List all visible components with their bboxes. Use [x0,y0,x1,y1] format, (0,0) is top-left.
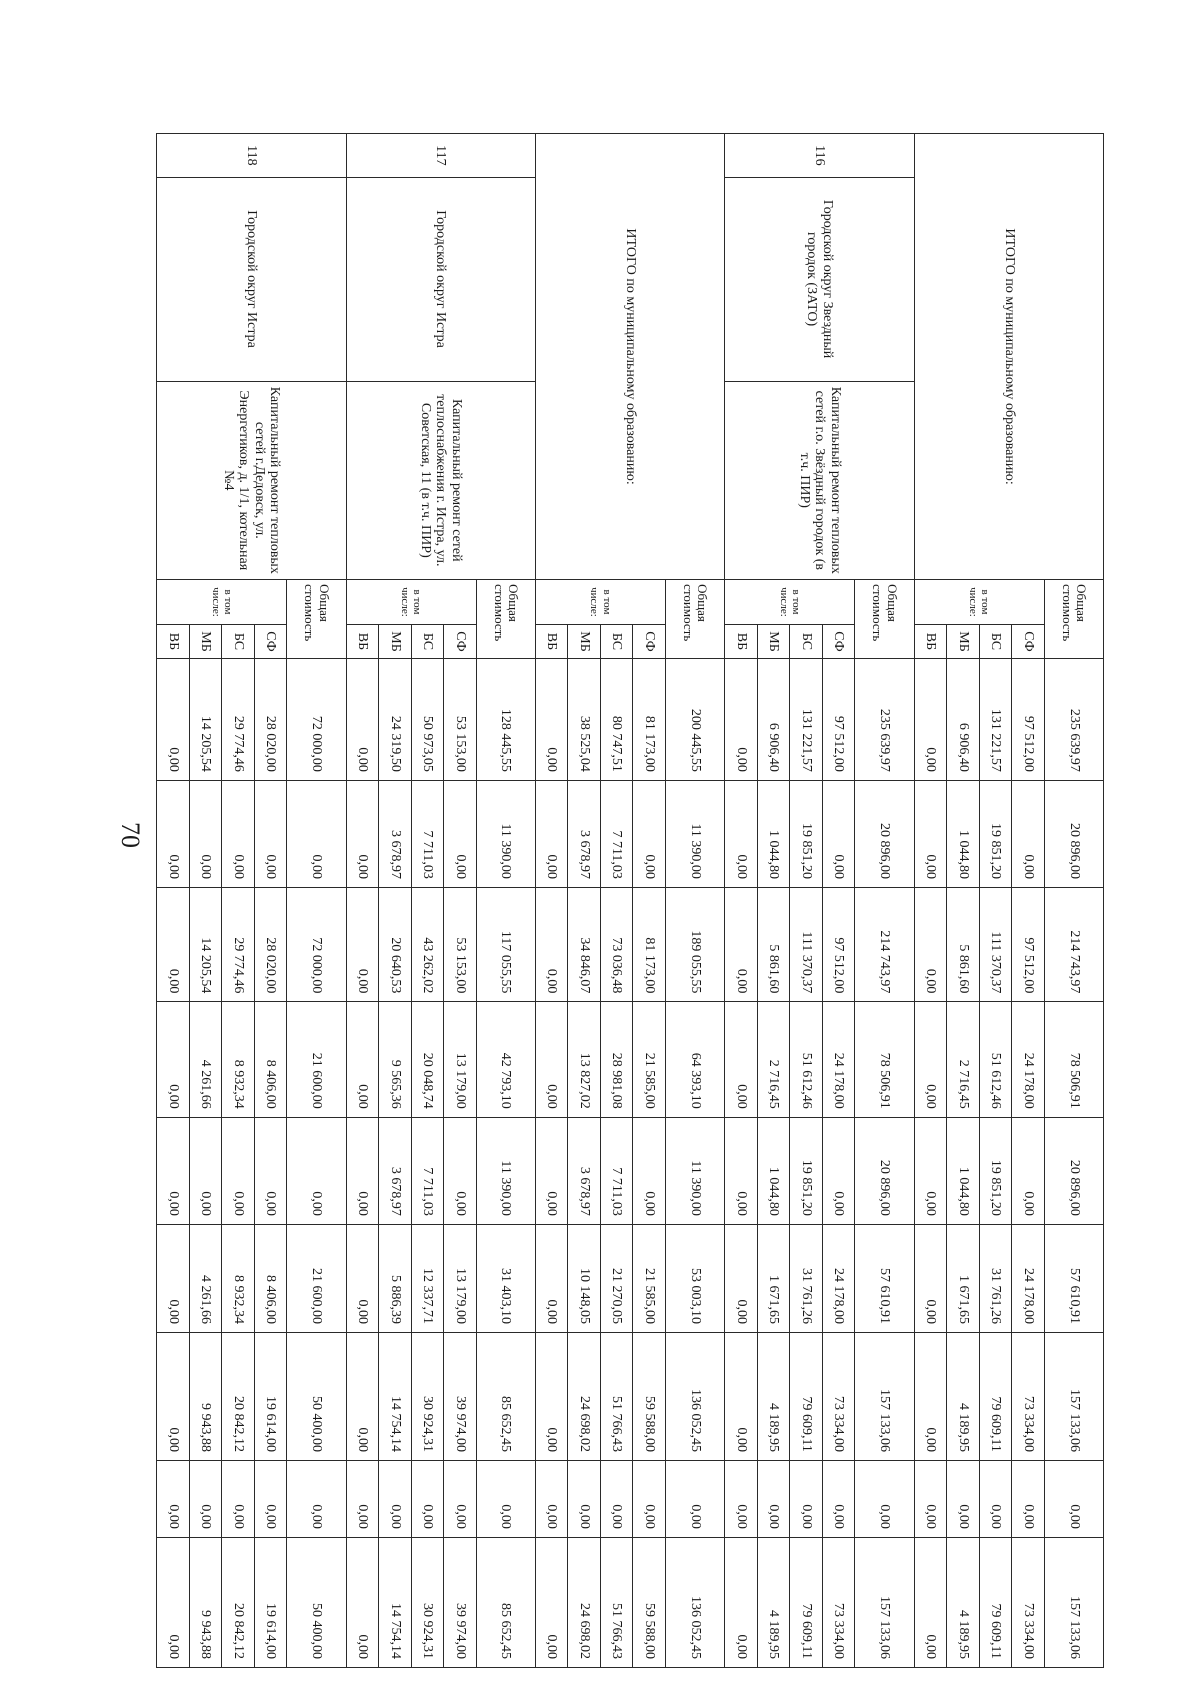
amount-cell: 0,00 [157,887,190,1001]
table-row [476,134,535,1668]
amount-cell: 1 044,80 [947,1117,980,1224]
row-index: 116 [725,134,914,178]
amount-cell: 39 974,00 [444,1537,477,1667]
amount-cell: 20 048,74 [411,1002,444,1117]
amount-cell: 0,00 [189,1117,222,1224]
amount-cell: 85 652,45 [476,1333,535,1461]
table-row [287,134,346,1668]
funding-source-code: БС [222,624,255,658]
amount-cell: 0,00 [822,1460,855,1537]
amount-cell: 24 178,00 [1012,1224,1045,1332]
amount-cell: 0,00 [535,887,568,1001]
funding-source-code: МБ [568,624,601,658]
amount-cell: 20 896,00 [1044,1117,1103,1224]
amount-cell: 19 851,20 [790,1117,823,1224]
funding-source-code: МБ [189,624,222,658]
amount-cell: 0,00 [790,1460,823,1537]
amount-cell: 0,00 [379,1460,412,1537]
amount-cell: 53 153,00 [444,887,477,1001]
amount-cell: 4 261,66 [189,1224,222,1332]
including-label: в том числе: [535,580,665,625]
amount-cell: 73 334,00 [822,1333,855,1461]
amount-cell: 24 178,00 [822,1224,855,1332]
amount-cell: 0,00 [535,1460,568,1537]
amount-cell: 24 178,00 [1012,1002,1045,1117]
amount-cell: 50 400,00 [287,1333,346,1461]
amount-cell: 0,00 [725,780,758,887]
amount-cell: 79 609,11 [790,1537,823,1667]
amount-cell: 8 932,34 [222,1002,255,1117]
amount-cell: 6 906,40 [757,659,790,781]
amount-cell: 0,00 [444,780,477,887]
funding-source-code: ВБ [535,624,568,658]
amount-cell: 31 403,10 [476,1224,535,1332]
amount-cell: 20 896,00 [855,1117,914,1224]
amount-cell: 80 747,51 [600,659,633,781]
amount-cell: 5 886,39 [379,1224,412,1332]
amount-cell: 8 932,34 [222,1224,255,1332]
amount-cell: 7 711,03 [411,1117,444,1224]
amount-cell: 43 262,02 [411,887,444,1001]
amount-cell: 79 609,11 [790,1333,823,1461]
amount-cell: 0,00 [222,1117,255,1224]
amount-cell: 38 525,04 [568,659,601,781]
amount-cell: 53 003,10 [665,1224,724,1332]
amount-cell: 9 943,88 [189,1333,222,1461]
amount-cell: 29 774,46 [222,659,255,781]
amount-cell: 1 044,80 [757,1117,790,1224]
amount-cell: 20 896,00 [1044,780,1103,887]
amount-cell: 4 189,95 [757,1537,790,1667]
amount-cell: 0,00 [725,1117,758,1224]
amount-cell: 4 261,66 [189,1002,222,1117]
amount-cell: 78 506,91 [1044,1002,1103,1117]
amount-cell: 0,00 [947,1460,980,1537]
amount-cell: 0,00 [914,659,947,781]
amount-cell: 73 334,00 [1012,1537,1045,1667]
municipality-total-label: ИТОГО по муниципальному образованию: [535,134,724,580]
amount-cell: 21 585,00 [633,1224,666,1332]
funding-source-code: БС [411,624,444,658]
amount-cell: 28 020,00 [254,887,287,1001]
total-cost-label: Общая стоимость [665,580,724,659]
amount-cell: 13 179,00 [444,1224,477,1332]
funding-source-code: ВБ [725,624,758,658]
amount-cell: 214 743,97 [1044,887,1103,1001]
amount-cell: 79 609,11 [979,1333,1012,1461]
amount-cell: 0,00 [346,659,379,781]
amount-cell: 81 173,00 [633,887,666,1001]
amount-cell: 78 506,91 [855,1002,914,1117]
amount-cell: 235 639,97 [1044,659,1103,781]
funding-source-code: СФ [633,624,666,658]
amount-cell: 57 610,91 [855,1224,914,1332]
amount-cell: 0,00 [1012,780,1045,887]
amount-cell: 0,00 [254,1117,287,1224]
amount-cell: 64 393,10 [665,1002,724,1117]
amount-cell: 0,00 [189,780,222,887]
amount-cell: 0,00 [535,1002,568,1117]
table-row [1044,134,1103,1668]
amount-cell: 0,00 [222,780,255,887]
amount-cell: 0,00 [914,1117,947,1224]
amount-cell: 157 133,06 [1044,1333,1103,1461]
amount-cell: 4 189,95 [757,1333,790,1461]
amount-cell: 0,00 [535,659,568,781]
amount-cell: 11 390,00 [665,1117,724,1224]
amount-cell: 1 671,65 [947,1224,980,1332]
amount-cell: 0,00 [444,1460,477,1537]
amount-cell: 0,00 [822,780,855,887]
amount-cell: 21 270,05 [600,1224,633,1332]
amount-cell: 0,00 [914,1333,947,1461]
object-name: Капитальный ремонт сетей теплоснабжения г. Истра, ул. Советская, 11 (в т.ч. ПИР) [346,381,535,580]
row-index: 117 [346,134,535,178]
amount-cell: 39 974,00 [444,1333,477,1461]
amount-cell: 21 600,00 [287,1224,346,1332]
amount-cell: 21 585,00 [633,1002,666,1117]
amount-cell: 9 565,36 [379,1002,412,1117]
financing-table [156,133,1104,1668]
including-label: в том числе: [157,580,287,625]
object-name: Капитальный ремонт тепловых сетей г.Дедовск, ул. Энергетиков, д. 1/1, котельная №4 [157,381,347,580]
including-label: в том числе: [725,580,855,625]
amount-cell: 0,00 [633,780,666,887]
amount-cell: 4 189,95 [947,1537,980,1667]
amount-cell: 0,00 [725,887,758,1001]
municipality-name: Городской округ Истра [346,177,535,381]
amount-cell: 24 319,50 [379,659,412,781]
amount-cell: 11 390,00 [665,780,724,887]
amount-cell: 72 000,00 [287,887,346,1001]
amount-cell: 0,00 [287,780,346,887]
amount-cell: 0,00 [1044,1460,1103,1537]
amount-cell: 13 827,02 [568,1002,601,1117]
amount-cell: 111 370,37 [979,887,1012,1001]
amount-cell: 157 133,06 [855,1537,914,1667]
total-cost-label: Общая стоимость [476,580,535,659]
amount-cell: 0,00 [725,1460,758,1537]
amount-cell: 20 842,12 [222,1537,255,1667]
amount-cell: 2 716,45 [757,1002,790,1117]
amount-cell: 20 842,12 [222,1333,255,1461]
amount-cell: 4 189,95 [947,1333,980,1461]
amount-cell: 42 793,10 [476,1002,535,1117]
amount-cell: 19 851,20 [979,780,1012,887]
amount-cell: 0,00 [287,1460,346,1537]
amount-cell: 11 390,00 [476,1117,535,1224]
amount-cell: 128 445,55 [476,659,535,781]
amount-cell: 20 640,53 [379,887,412,1001]
amount-cell: 0,00 [346,1224,379,1332]
municipality-name: Городской округ Истра [157,177,347,381]
amount-cell: 73 334,00 [822,1537,855,1667]
amount-cell: 0,00 [287,1117,346,1224]
amount-cell: 0,00 [1012,1460,1045,1537]
amount-cell: 31 761,26 [790,1224,823,1332]
funding-source-code: БС [600,624,633,658]
including-label: в том числе: [914,580,1044,625]
amount-cell: 19 614,00 [254,1537,287,1667]
amount-cell: 3 678,97 [379,1117,412,1224]
amount-cell: 51 612,46 [790,1002,823,1117]
amount-cell: 0,00 [444,1117,477,1224]
amount-cell: 0,00 [535,1117,568,1224]
amount-cell: 7 711,03 [600,1117,633,1224]
amount-cell: 0,00 [254,780,287,887]
amount-cell: 0,00 [189,1460,222,1537]
amount-cell: 0,00 [725,1537,758,1667]
amount-cell: 19 851,20 [979,1117,1012,1224]
amount-cell: 8 406,00 [254,1002,287,1117]
amount-cell: 0,00 [346,1117,379,1224]
amount-cell: 14 754,14 [379,1537,412,1667]
amount-cell: 97 512,00 [822,659,855,781]
amount-cell: 19 851,20 [790,780,823,887]
amount-cell: 0,00 [535,1224,568,1332]
funding-source-code: СФ [444,624,477,658]
amount-cell: 73 334,00 [1012,1333,1045,1461]
amount-cell: 7 711,03 [600,780,633,887]
funding-source-code: БС [790,624,823,658]
amount-cell: 0,00 [535,1537,568,1667]
amount-cell: 157 133,06 [855,1333,914,1461]
amount-cell: 200 445,55 [665,659,724,781]
amount-cell: 24 698,02 [568,1537,601,1667]
amount-cell: 3 678,97 [379,780,412,887]
amount-cell: 3 678,97 [568,1117,601,1224]
total-cost-label: Общая стоимость [1044,580,1103,659]
amount-cell: 28 981,08 [600,1002,633,1117]
amount-cell: 0,00 [411,1460,444,1537]
amount-cell: 79 609,11 [979,1537,1012,1667]
amount-cell: 51 766,43 [600,1333,633,1461]
amount-cell: 11 390,00 [476,780,535,887]
amount-cell: 0,00 [1012,1117,1045,1224]
amount-cell: 0,00 [855,1460,914,1537]
amount-cell: 0,00 [914,1224,947,1332]
amount-cell: 13 179,00 [444,1002,477,1117]
amount-cell: 0,00 [346,887,379,1001]
amount-cell: 0,00 [157,659,190,781]
amount-cell: 30 924,31 [411,1333,444,1461]
amount-cell: 0,00 [157,1117,190,1224]
amount-cell: 1 671,65 [757,1224,790,1332]
amount-cell: 0,00 [346,1002,379,1117]
amount-cell: 29 774,46 [222,887,255,1001]
amount-cell: 235 639,97 [855,659,914,781]
amount-cell: 57 610,91 [1044,1224,1103,1332]
amount-cell: 59 588,00 [633,1537,666,1667]
amount-cell: 6 906,40 [947,659,980,781]
amount-cell: 0,00 [157,780,190,887]
amount-cell: 20 896,00 [855,780,914,887]
funding-source-code: СФ [822,624,855,658]
amount-cell: 0,00 [914,1460,947,1537]
amount-cell: 0,00 [157,1333,190,1461]
amount-cell: 5 861,60 [947,887,980,1001]
amount-cell: 131 221,57 [979,659,1012,781]
amount-cell: 0,00 [346,1333,379,1461]
amount-cell: 0,00 [157,1460,190,1537]
amount-cell: 2 716,45 [947,1002,980,1117]
amount-cell: 19 614,00 [254,1333,287,1461]
amount-cell: 136 052,45 [665,1333,724,1461]
amount-cell: 50 400,00 [287,1537,346,1667]
amount-cell: 5 861,60 [757,887,790,1001]
amount-cell: 31 761,26 [979,1224,1012,1332]
amount-cell: 3 678,97 [568,780,601,887]
funding-source-code: СФ [254,624,287,658]
amount-cell: 1 044,80 [757,780,790,887]
amount-cell: 0,00 [476,1460,535,1537]
amount-cell: 0,00 [535,780,568,887]
funding-source-code: ВБ [346,624,379,658]
amount-cell: 0,00 [633,1460,666,1537]
amount-cell: 30 924,31 [411,1537,444,1667]
amount-cell: 1 044,80 [947,780,980,887]
amount-cell: 14 754,14 [379,1333,412,1461]
amount-cell: 0,00 [157,1537,190,1667]
amount-cell: 21 600,00 [287,1002,346,1117]
amount-cell: 34 846,07 [568,887,601,1001]
amount-cell: 0,00 [222,1460,255,1537]
amount-cell: 51 766,43 [600,1537,633,1667]
amount-cell: 0,00 [725,659,758,781]
row-index: 118 [157,134,347,178]
amount-cell: 0,00 [157,1224,190,1332]
table-body [157,134,1104,1668]
funding-source-code: ВБ [157,624,190,658]
amount-cell: 8 406,00 [254,1224,287,1332]
amount-cell: 189 055,55 [665,887,724,1001]
amount-cell: 0,00 [725,1224,758,1332]
funding-source-code: МБ [947,624,980,658]
amount-cell: 131 221,57 [790,659,823,781]
amount-cell: 0,00 [725,1333,758,1461]
amount-cell: 0,00 [346,1537,379,1667]
amount-cell: 0,00 [346,780,379,887]
funding-source-code: МБ [379,624,412,658]
amount-cell: 28 020,00 [254,659,287,781]
municipality-total-label: ИТОГО по муниципальному образованию: [914,134,1103,580]
amount-cell: 85 652,45 [476,1537,535,1667]
amount-cell: 0,00 [914,780,947,887]
amount-cell: 73 036,48 [600,887,633,1001]
amount-cell: 7 711,03 [411,780,444,887]
amount-cell: 24 178,00 [822,1002,855,1117]
amount-cell: 136 052,45 [665,1537,724,1667]
amount-cell: 0,00 [633,1117,666,1224]
funding-source-code: МБ [757,624,790,658]
amount-cell: 72 000,00 [287,659,346,781]
funding-source-code: СФ [1012,624,1045,658]
amount-cell: 12 337,71 [411,1224,444,1332]
funding-source-code: ВБ [914,624,947,658]
amount-cell: 14 205,54 [189,887,222,1001]
table-row [665,134,724,1668]
amount-cell: 0,00 [979,1460,1012,1537]
amount-cell: 10 148,05 [568,1224,601,1332]
amount-cell: 0,00 [914,1537,947,1667]
amount-cell: 214 743,97 [855,887,914,1001]
amount-cell: 9 943,88 [189,1537,222,1667]
amount-cell: 0,00 [157,1002,190,1117]
amount-cell: 0,00 [600,1460,633,1537]
amount-cell: 97 512,00 [1012,659,1045,781]
amount-cell: 0,00 [346,1460,379,1537]
amount-cell: 0,00 [822,1117,855,1224]
amount-cell: 0,00 [914,887,947,1001]
amount-cell: 50 973,05 [411,659,444,781]
total-cost-label: Общая стоимость [287,580,346,659]
amount-cell: 0,00 [535,1333,568,1461]
funding-source-code: БС [979,624,1012,658]
table-row [855,134,914,1668]
financing-table-wrapper [156,133,1104,1668]
amount-cell: 97 512,00 [1012,887,1045,1001]
object-name: Капитальный ремонт тепловых сетей г.о. Звёздный городок (в т.ч. ПИР) [725,381,914,580]
total-cost-label: Общая стоимость [855,580,914,659]
amount-cell: 0,00 [914,1002,947,1117]
amount-cell: 111 370,37 [790,887,823,1001]
amount-cell: 53 153,00 [444,659,477,781]
amount-cell: 0,00 [568,1460,601,1537]
amount-cell: 0,00 [665,1460,724,1537]
amount-cell: 0,00 [757,1460,790,1537]
page-number: 70 [116,822,145,848]
including-label: в том числе: [346,580,476,625]
amount-cell: 97 512,00 [822,887,855,1001]
municipality-name: Городской округ Звездный городок (ЗАТО) [725,177,914,381]
amount-cell: 24 698,02 [568,1333,601,1461]
amount-cell: 14 205,54 [189,659,222,781]
amount-cell: 59 588,00 [633,1333,666,1461]
amount-cell: 0,00 [725,1002,758,1117]
amount-cell: 157 133,06 [1044,1537,1103,1667]
amount-cell: 0,00 [254,1460,287,1537]
amount-cell: 51 612,46 [979,1002,1012,1117]
amount-cell: 117 055,55 [476,887,535,1001]
amount-cell: 81 173,00 [633,659,666,781]
